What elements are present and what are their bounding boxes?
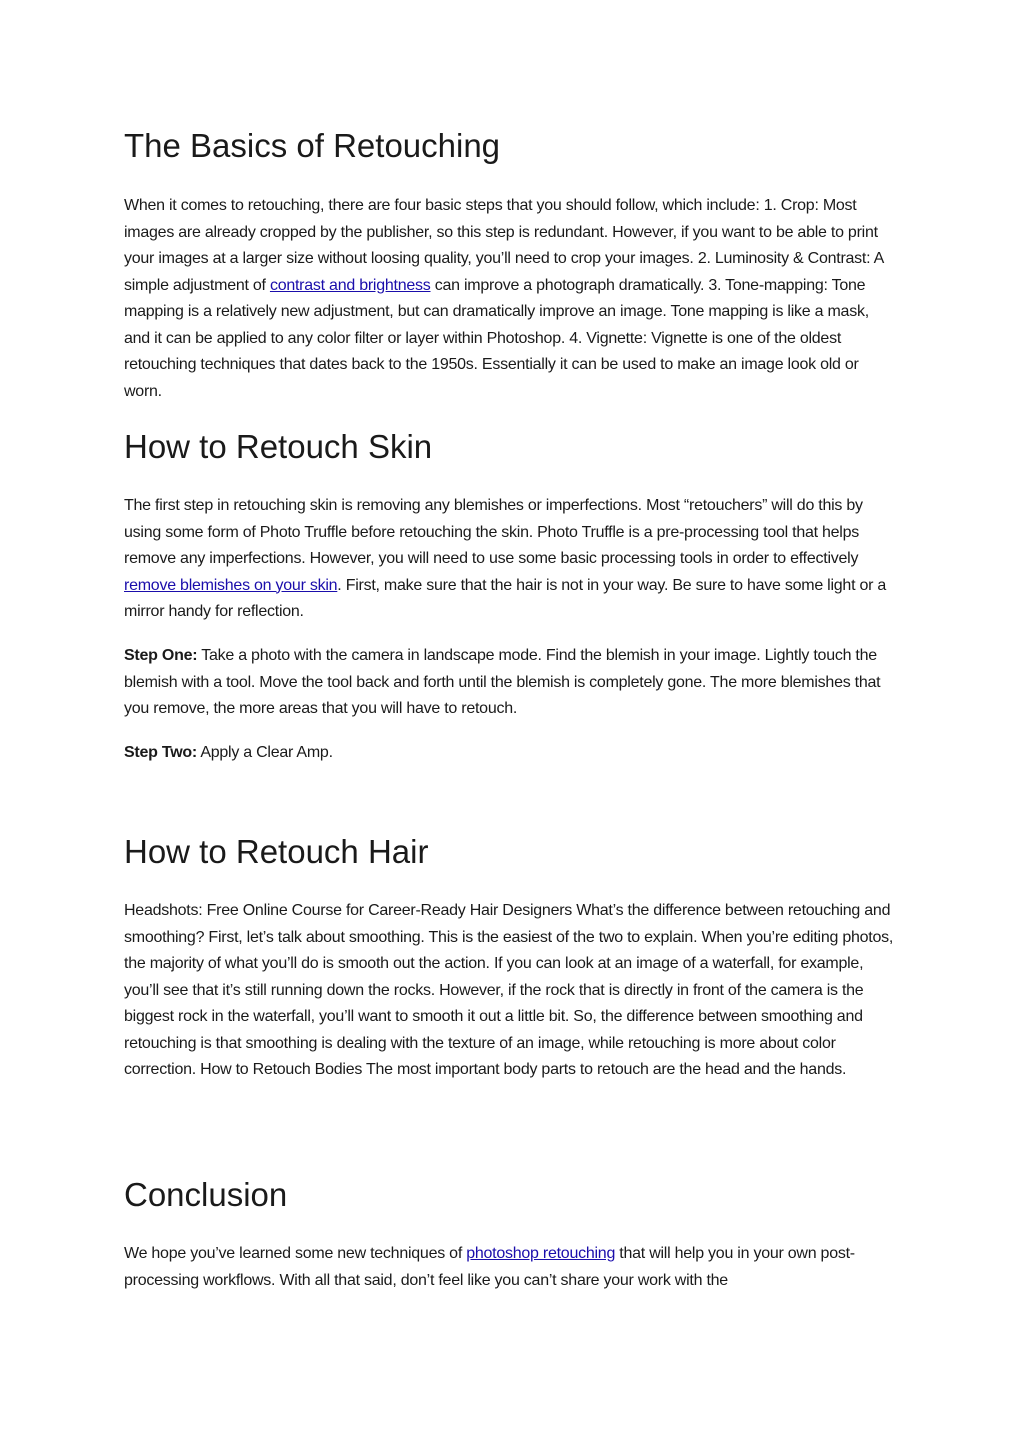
text-skin-after: . First, make sure that the hair is not in your way. Be sure to have some light or a mirror handy for reflection. bbox=[124, 576, 887, 620]
link-contrast-brightness[interactable]: contrast and brightness bbox=[269, 276, 431, 294]
text-basics-before: When it comes to retouching, there are four basic steps that you should follow, which include: 1. Crop: Most images are already cropped by the publisher, so this step is redundant. However, if you want to be able to print your images at a larger size without loosing quality, you’ll need to crop your images. 2. Luminosity & Contrast: A simple adjustment of bbox=[124, 197, 884, 294]
paragraph-basics bbox=[124, 193, 899, 405]
paragraph-skin bbox=[124, 493, 899, 626]
step-two-label: Step Two: bbox=[124, 744, 197, 761]
text-conclusion-after: that will help you in your own post-processing workflows. With all that said, don’t feel like you can’t share your work with the bbox=[124, 1245, 855, 1289]
step-one-text: Take a photo with the camera in landscape mode. Find the blemish in your image. Lightly touch the blemish with a tool. Move the tool back and forth until the blemish is completely gone. The more blemishes that you remove, the more areas that you will have to retouch. bbox=[124, 647, 881, 717]
paragraph-conclusion bbox=[124, 1241, 899, 1294]
step-one-label: Step One: bbox=[124, 647, 198, 664]
paragraph-step-one bbox=[124, 643, 899, 723]
heading-basics: The Basics of Retouching bbox=[124, 127, 501, 164]
paragraph-hair: Headshots: Free Online Course for Career-Ready Hair Designers What’s the difference between retouching and smoothing? First, let’s talk about smoothing. This is the easiest of the two to explain. When you’re editing photos, the majority of what you’ll do is smooth out the action. If you can look at an image of a waterfall, for example, you’ll see that it’s still running down the rocks. However, if the rock that is directly in front of the camera is the biggest rock in the waterfall, you’ll want to smooth it out a little bit. So, the difference between smoothing and retouching is that smoothing is dealing with the texture of an image, while retouching is more about color correction. How to Retouch Bodies The most important body parts to retouch are the head and the hands. bbox=[124, 902, 894, 1078]
paragraph-step-two bbox=[124, 740, 899, 767]
heading-skin: How to Retouch Skin bbox=[124, 428, 433, 465]
heading-conclusion: Conclusion bbox=[124, 1176, 288, 1213]
text-conclusion-before: We hope you’ve learned some new techniques of bbox=[124, 1245, 467, 1262]
text-skin-before: The first step in retouching skin is removing any blemishes or imperfections. Most “retouchers” will do this by using some form of Photo Truffle before retouching the skin. Photo Truffle is a pre-processing tool that helps remove any imperfections. However, you will need to use some basic processing tools in order to effectively bbox=[124, 497, 863, 567]
text-basics-after: can improve a photograph dramatically. 3. Tone-mapping: Tone mapping is a relatively new adjustment, but can dramatically improve an image. Tone mapping is like a mask, and it can be applied to any color filter or layer within Photoshop. 4. Vignette: Vignette is one of the oldest retouching techniques that dates back to the 1950s. Essentially it can be used to make an image look old or worn. bbox=[124, 276, 869, 400]
heading-hair: How to Retouch Hair bbox=[124, 833, 429, 870]
link-photoshop-retouching[interactable]: photoshop retouching bbox=[466, 1245, 616, 1262]
step-two-text: Apply a Clear Amp. bbox=[197, 744, 333, 761]
link-remove-blemishes[interactable]: remove blemishes on your skin bbox=[124, 576, 338, 594]
